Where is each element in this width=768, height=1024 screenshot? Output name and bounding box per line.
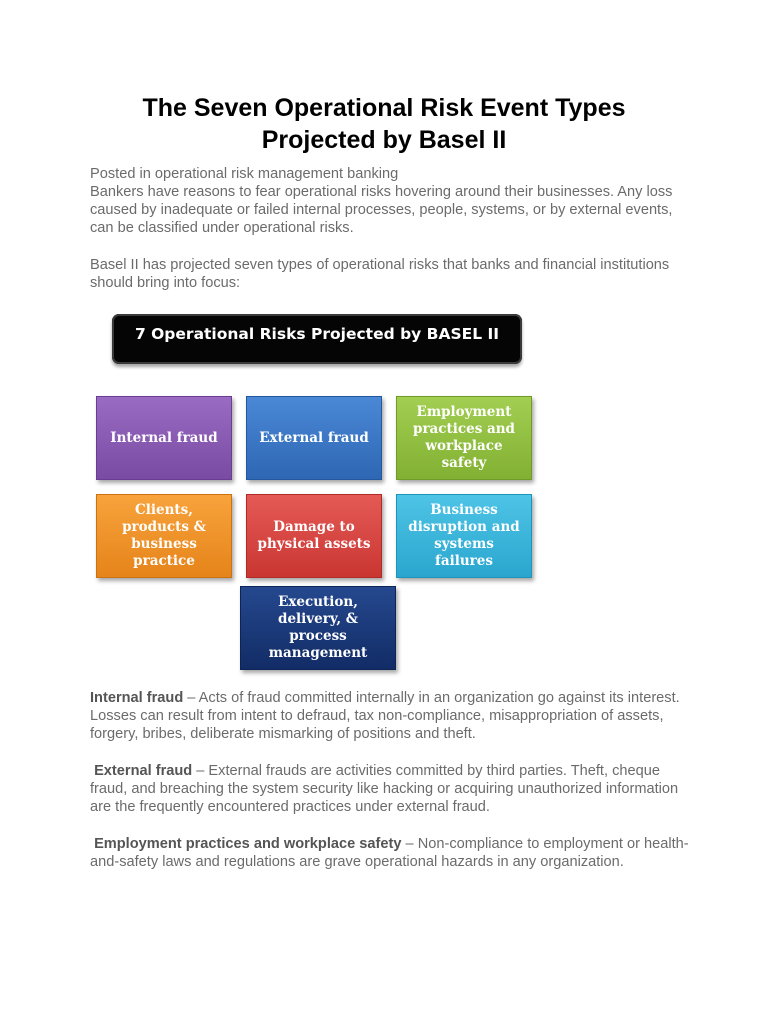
section-text: – Non-compliance to employment or health-and-safety laws and regulations are grave operational hazards in any organization. [90,836,689,870]
section-text: – External frauds are activities committed by third parties. Theft, cheque fraud, and breaching the system security like hacking or acquiring unauthorized information are the frequently encountered practices under external fraud. [90,763,679,815]
risk-box-employment-practices: Employment practices and workplace safety [396,396,532,480]
risk-box-business-disruption: Business disruption and systems failures [396,494,532,578]
risk-box-damage-assets: Damage to physical assets [246,494,382,578]
risk-box-external-fraud: External fraud [246,396,382,480]
section-text: – Acts of fraud committed internally in an organization go against its interest. Losses can result from intent to defraud, tax non-compliance, misappropriation of assets, forgery, bribes, deliberate mismarking of positions and theft. [90,690,680,742]
intro-paragraph [90,165,690,237]
section-term: Employment practices and workplace safety [94,836,402,852]
posted-in-line: Posted in operational risk management banking [90,166,399,182]
basel-risk-diagram [94,312,534,674]
section-internal-fraud [90,689,690,743]
intro-paragraph-2: Basel II has projected seven types of operational risks that banks and financial institutions should bring into focus: [90,257,670,291]
risk-box-clients-products: Clients, products & business practice [96,494,232,578]
risk-box-internal-fraud: Internal fraud [96,396,232,480]
section-term: Internal fraud [90,690,184,706]
section-employment-practices [90,835,690,871]
diagram-banner: 7 Operational Risks Projected by BASEL II [112,314,522,364]
intro-text: Bankers have reasons to fear operational risks hovering around their businesses. Any loss caused by inadequate or failed internal processes, people, systems, or by external events, can be classified under operational risks. [90,184,673,236]
article-title: The Seven Operational Risk Event Types Projected by Basel II [142,94,626,154]
risk-box-execution-delivery: Execution, delivery, & process management [240,586,396,670]
section-term: External fraud [94,763,193,779]
section-external-fraud [90,762,690,816]
